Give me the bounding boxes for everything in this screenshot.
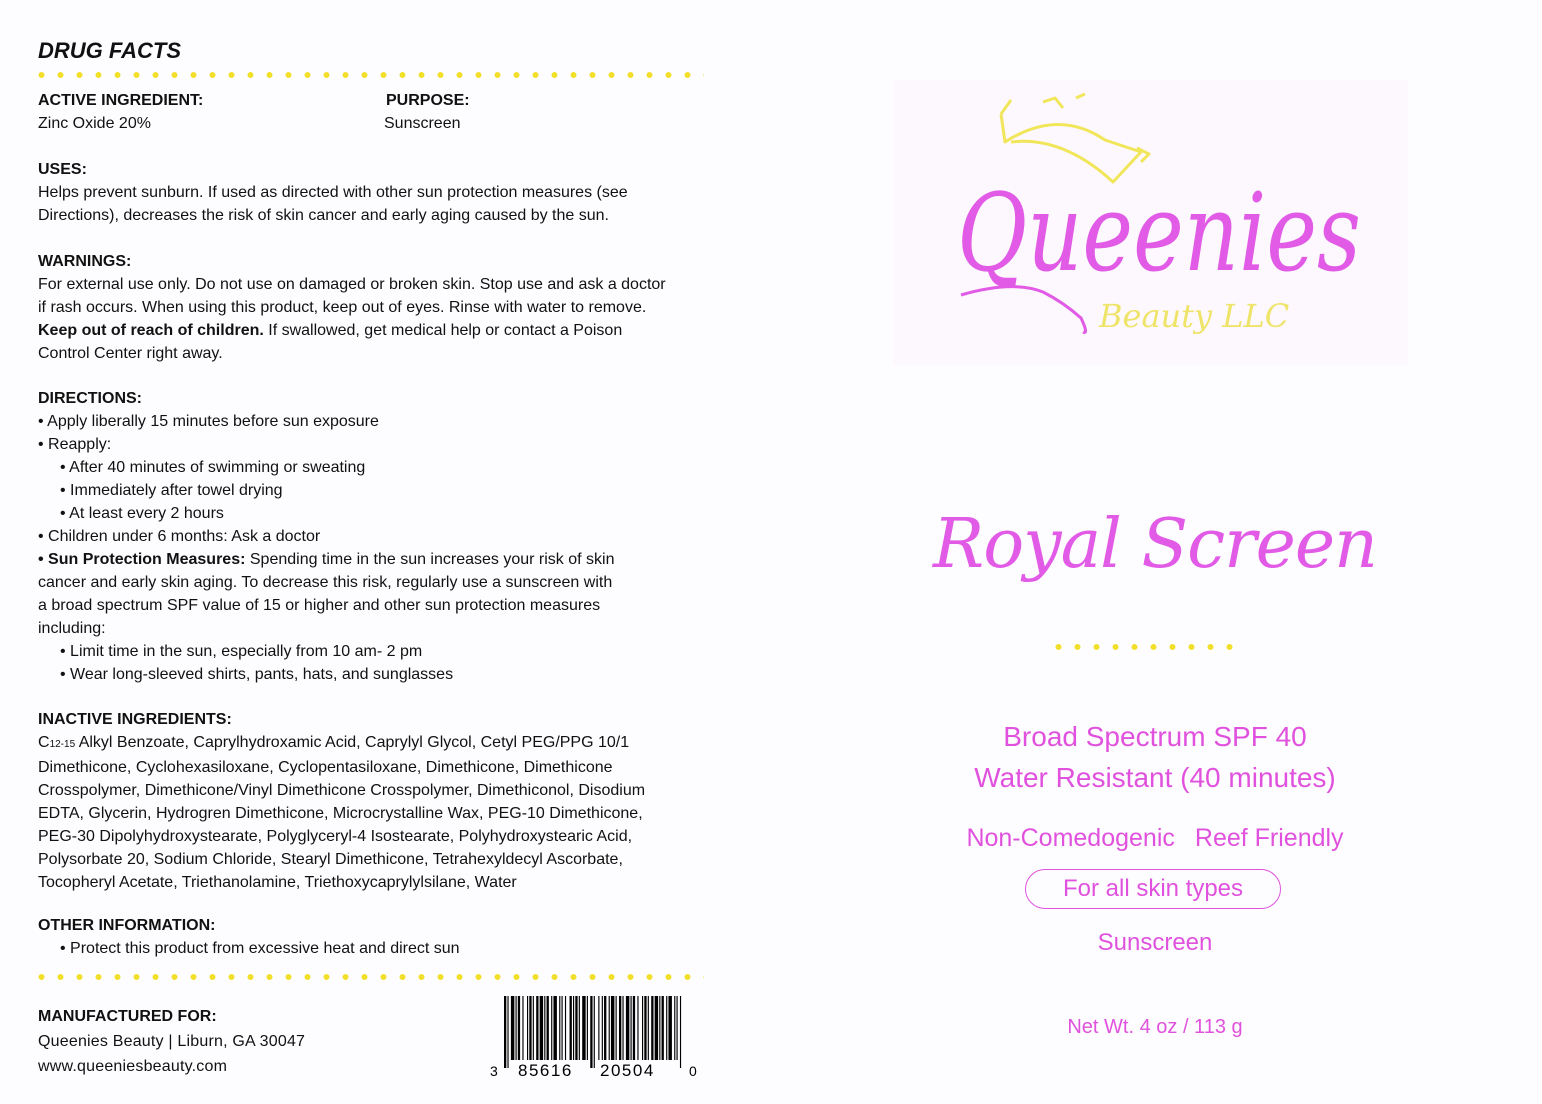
uses-line: Helps prevent sunburn. If used as directed with other sun protection measures (see — [38, 184, 628, 201]
children-item: • Children under 6 months: Ask a doctor — [38, 528, 321, 545]
spm-item: • Limit time in the sun, especially from 10 am- 2 pm — [60, 643, 423, 660]
logo-subtitle: Beauty LLC — [1099, 297, 1290, 335]
spm-line — [38, 548, 615, 571]
manufacturer-address: Queenies Beauty | Liburn, GA 30047 — [38, 1033, 306, 1050]
inactive-line: Crosspolymer, Dimethicone/Vinyl Dimethicone Crosspolymer, Dimethiconol, Disodium — [38, 782, 646, 799]
inactive-heading: INACTIVE INGREDIENTS: — [38, 711, 232, 728]
warnings-line: For external use only. Do not use on damaged or broken skin. Stop use and ask a doctor — [38, 276, 666, 293]
directions-item: • Reapply: — [38, 436, 112, 453]
warnings-heading: WARNINGS: — [38, 253, 132, 270]
inactive-line: PEG-30 Dipolyhydroxystearate, Polyglyceryl-4 Isostearate, Polyhydroxystearic Acid, — [38, 828, 633, 845]
warnings-line — [38, 319, 666, 342]
directions-item: • Apply liberally 15 minutes before sun exposure — [38, 413, 379, 430]
directions-heading: DIRECTIONS: — [38, 390, 142, 407]
inactive-subscript: 12-15 — [49, 739, 76, 750]
divider-dots-bottom — [32, 973, 704, 981]
spm-line-rest: Spending time in the sun increases your risk of skin — [245, 551, 615, 568]
uses-block — [38, 158, 628, 227]
inactive-line: Polysorbate 20, Sodium Chloride, Stearyl Dimethicone, Tetrahexyldecyl Ascorbate, — [38, 851, 623, 868]
keep-out-of-reach-text: Keep out of reach of children. — [38, 322, 264, 339]
inactive-c: C — [38, 734, 50, 751]
water-resistance-claim: Water Resistant (40 minutes) — [974, 762, 1336, 793]
warnings-block — [38, 250, 666, 365]
drug-facts-title: DRUG FACTS — [38, 38, 181, 63]
feature-claims — [900, 824, 1410, 853]
logo-artwork — [893, 80, 1408, 365]
manufacturer-website: www.queeniesbeauty.com — [38, 1058, 228, 1075]
purpose-heading: PURPOSE: — [386, 92, 470, 109]
barcode-digit-first: 3 — [490, 1063, 498, 1079]
barcode-group-2: 20504 — [600, 1061, 655, 1080]
spm-line: cancer and early skin aging. To decrease this risk, regularly use a sunscreen with — [38, 574, 613, 591]
manufacturer-block — [38, 1004, 305, 1079]
other-item: • Protect this product from excessive heat and direct sun — [60, 940, 460, 957]
uses-heading: USES: — [38, 161, 87, 178]
inactive-ingredients-block — [38, 708, 645, 894]
manufacturer-heading: MANUFACTURED FOR: — [38, 1008, 217, 1025]
barcode-group-1: 85616 — [518, 1061, 573, 1080]
barcode-digit-last: 0 — [689, 1063, 697, 1079]
active-ingredient-block — [38, 89, 203, 135]
purpose-block — [384, 89, 470, 135]
reef-friendly-claim: Reef Friendly — [1194, 824, 1344, 852]
spm-line: including: — [38, 620, 106, 637]
spm-item: • Wear long-sleeved shirts, pants, hats, and sunglasses — [60, 666, 454, 683]
active-ingredient-value: Zinc Oxide 20% — [38, 115, 151, 132]
skin-types-badge: For all skin types — [1025, 869, 1281, 909]
reapply-item: • Immediately after towel drying — [60, 482, 283, 499]
purpose-value: Sunscreen — [384, 115, 461, 132]
product-name: Royal Screen — [933, 505, 1377, 584]
divider-dots-top — [32, 71, 704, 79]
inactive-line: Tocopheryl Acetate, Triethanolamine, Triethoxycaprylylsilane, Water — [38, 874, 517, 891]
crown-icon — [1001, 94, 1149, 182]
warnings-line-rest: If swallowed, get medical help or contact a Poison — [263, 322, 623, 339]
inactive-line-rest: Alkyl Benzoate, Caprylhydroxamic Acid, Caprylyl Glycol, Cetyl PEG/PPG 10/1 — [75, 734, 630, 751]
warnings-line: if rash occurs. When using this product, keep out of eyes. Rinse with water to remove. — [38, 299, 647, 316]
divider-dots-right — [1049, 643, 1239, 651]
active-ingredient-heading: ACTIVE INGREDIENT: — [38, 92, 204, 109]
directions-block — [38, 387, 615, 686]
spf-claim: Broad Spectrum SPF 40 — [1003, 721, 1307, 752]
net-weight: Net Wt. 4 oz / 113 g — [1067, 1016, 1243, 1038]
warnings-line: Control Center right away. — [38, 345, 223, 362]
reapply-item: • At least every 2 hours — [60, 505, 224, 522]
reapply-item: • After 40 minutes of swimming or sweating — [60, 459, 366, 476]
inactive-line: EDTA, Glycerin, Hydrogren Dimethicone, Microcrystalline Wax, PEG-10 Dimethicone, — [38, 805, 643, 822]
uses-line: Directions), decreases the risk of skin cancer and early aging caused by the sun. — [38, 207, 609, 224]
spm-heading: • Sun Protection Measures: — [38, 551, 246, 568]
brand-logo — [893, 80, 1408, 365]
other-heading: OTHER INFORMATION: — [38, 917, 216, 934]
barcode-bars — [504, 996, 681, 1068]
inactive-line: Dimethicone, Cyclohexasiloxane, Cyclopentasiloxane, Dimethicone, Dimethicone — [38, 759, 613, 776]
spm-line: a broad spectrum SPF value of 15 or higher and other sun protection measures — [38, 597, 601, 614]
logo-wordmark: Queenies — [957, 171, 1361, 296]
other-information-block — [38, 914, 460, 960]
inactive-line — [38, 731, 645, 756]
spf-claims — [900, 716, 1410, 798]
barcode — [488, 996, 700, 1080]
product-category: Sunscreen — [1097, 929, 1213, 956]
non-comedogenic-claim: Non-Comedogenic — [966, 824, 1175, 852]
